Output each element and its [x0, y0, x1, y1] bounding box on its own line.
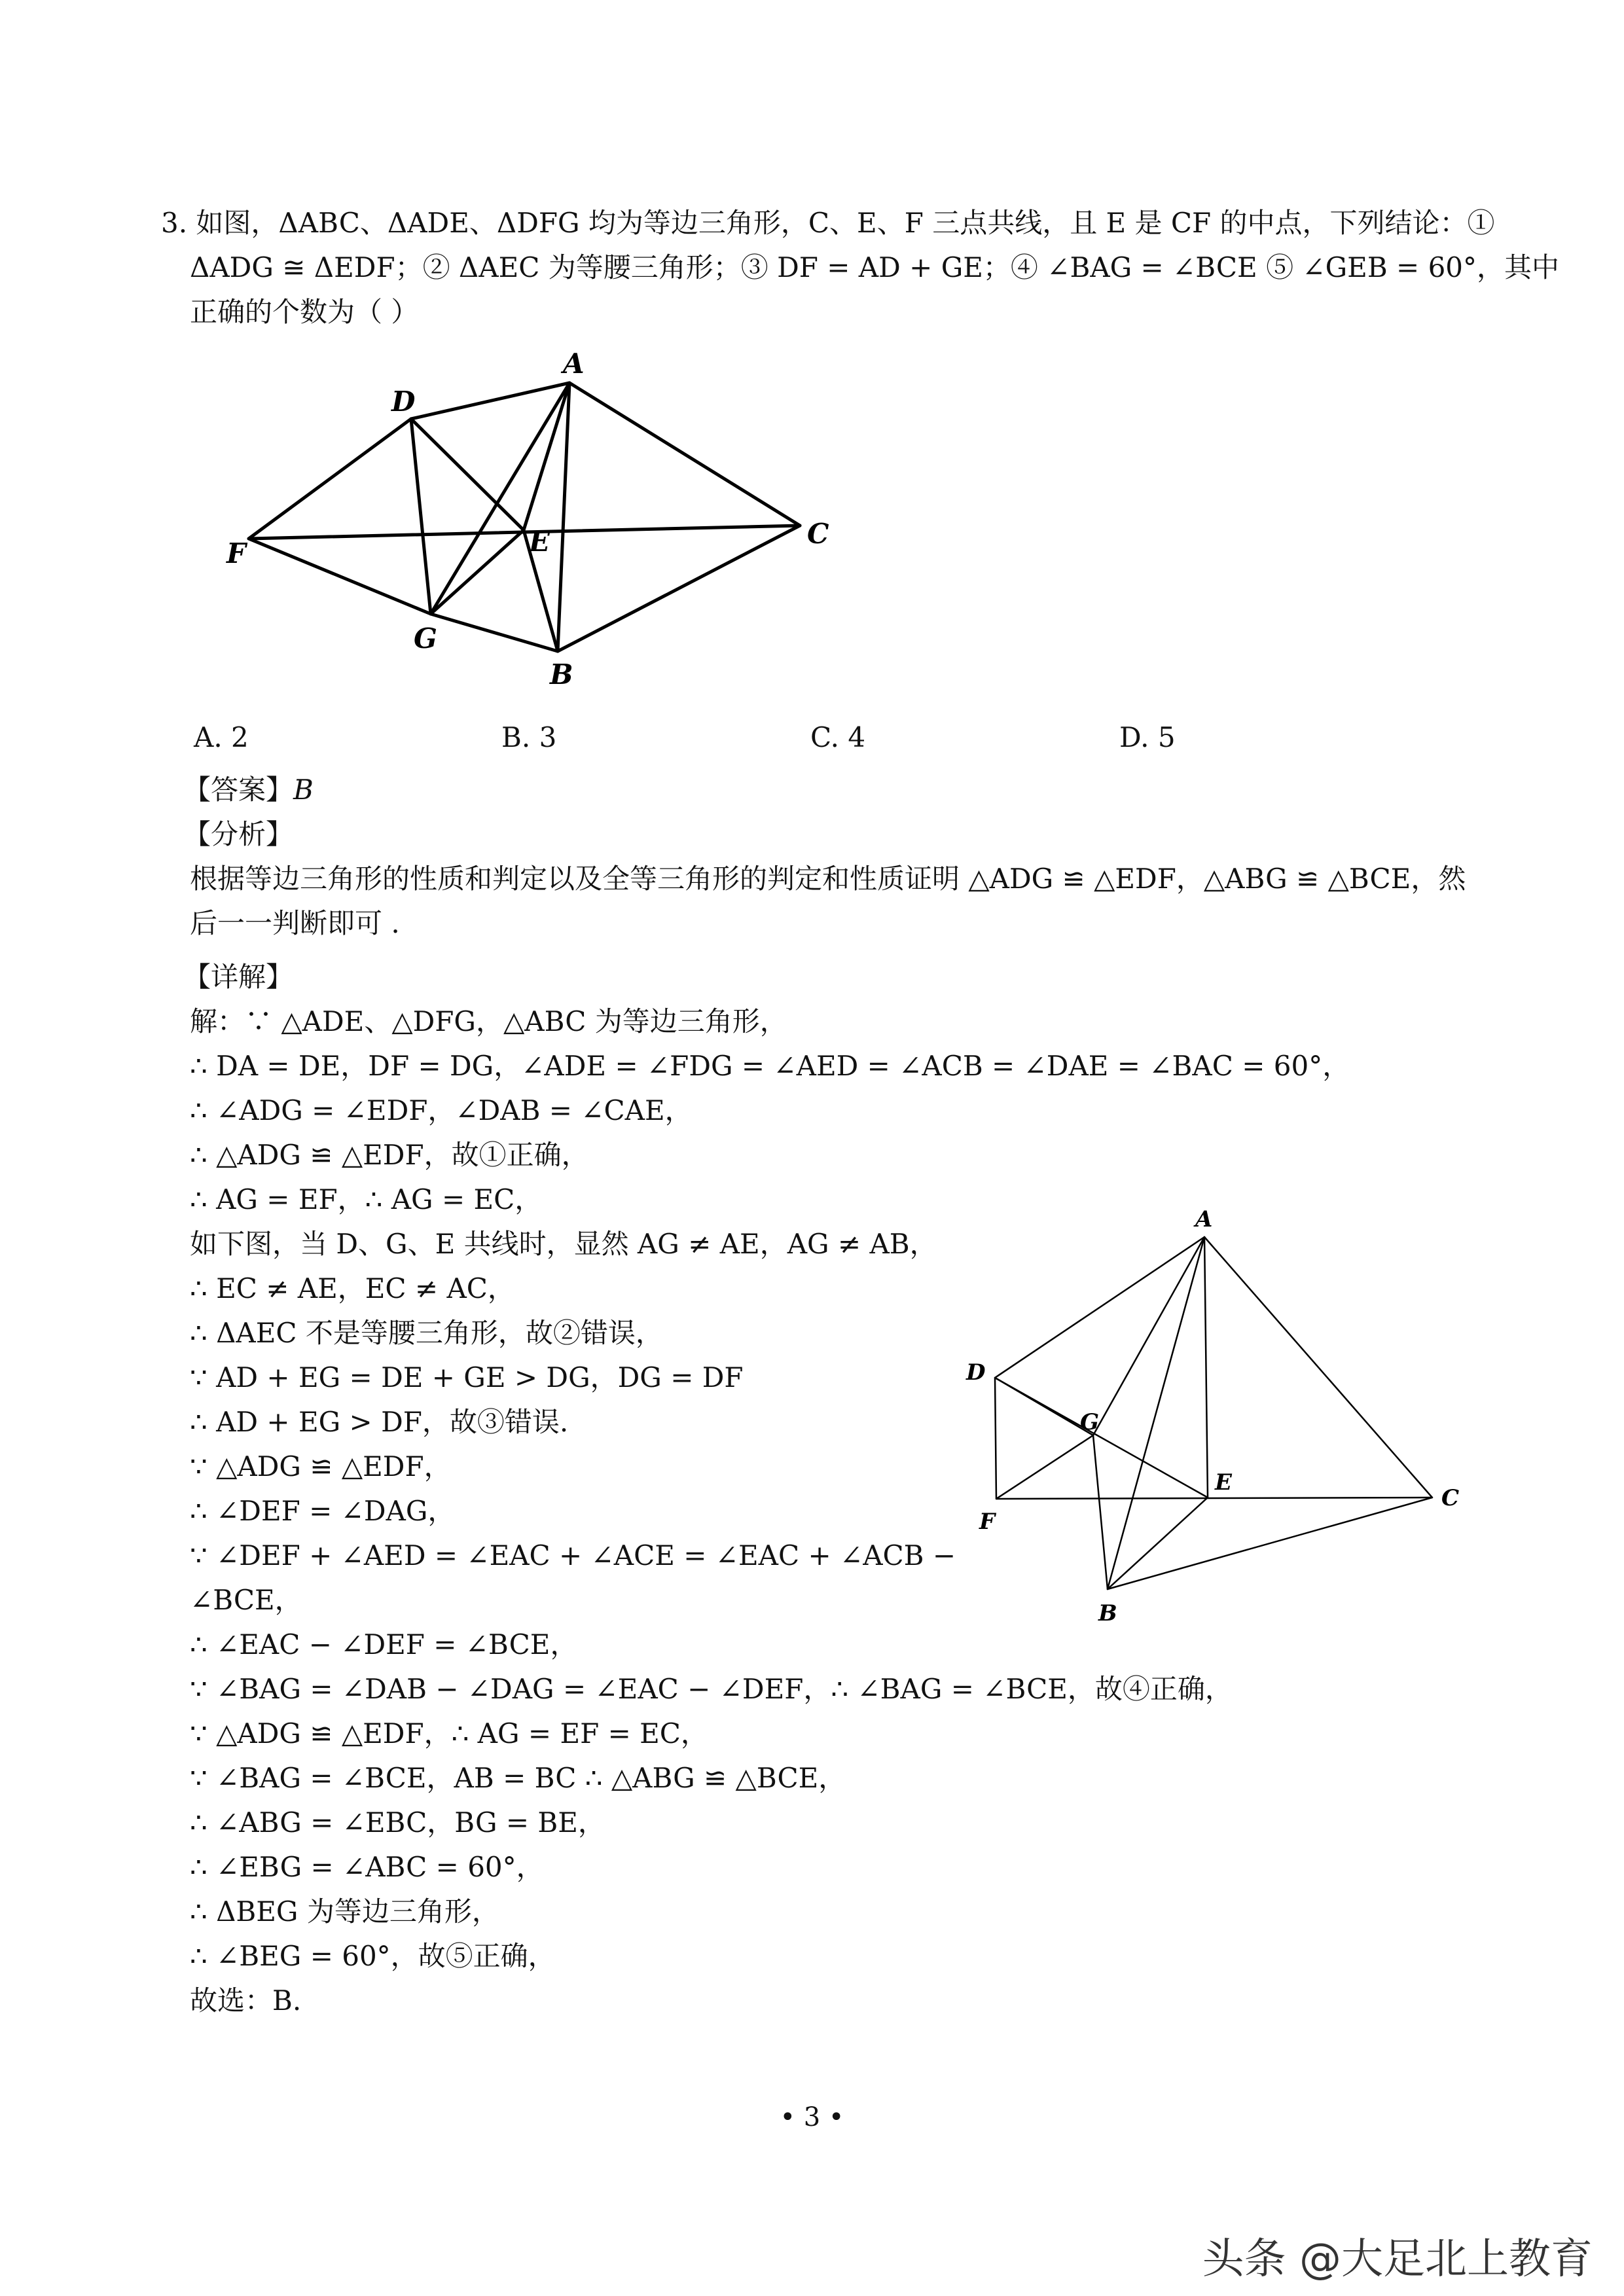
fig2-label-c: C — [1441, 1485, 1460, 1511]
analysis-line-1: 根据等边三角形的性质和判定以及全等三角形的判定和性质证明 △ADG ≌ △EDF，△ABG ≌ △BCE，然 — [190, 863, 1466, 895]
detail-line: ∵ ∠DEF + ∠AED = ∠EAC + ∠ACE = ∠EAC + ∠ACB − — [190, 1539, 956, 1571]
fig1-label-a: A — [563, 348, 585, 380]
fig1-label-f: F — [226, 537, 246, 569]
analysis-line-2: 后一一判断即可 . — [190, 907, 400, 939]
detail-line: ∴ EC ≠ AE，EC ≠ AC， — [190, 1272, 515, 1304]
detail-tag: 【详解】 — [183, 961, 294, 993]
detail-line: ∴ ΔAEC 不是等腰三角形，故②错误， — [190, 1317, 663, 1349]
fig2-label-g: G — [1080, 1409, 1100, 1435]
fig1-label-g: G — [414, 622, 437, 655]
option-d: D. 5 — [1119, 721, 1176, 753]
fig2-label-a: A — [1195, 1206, 1213, 1232]
detail-line: ∵ △ADG ≌ △EDF， — [190, 1450, 452, 1482]
detail-line: 解：∵ △ADE、△DFG，△ABC 为等边三角形， — [190, 1005, 787, 1037]
fig1-label-e: E — [529, 526, 550, 558]
detail-line: ∴ ∠EAC − ∠DEF = ∠BCE， — [190, 1628, 578, 1660]
detail-line: ∴ DA = DE，DF = DG，∠ADE = ∠FDG = ∠AED = ∠ACB = ∠DAE = ∠BAC = 60°， — [190, 1050, 1350, 1082]
fig2-label-b: B — [1098, 1600, 1117, 1626]
detail-line: ∵ △ADG ≌ △EDF，∴ AG = EF = EC， — [190, 1717, 708, 1749]
option-c: C. 4 — [810, 721, 866, 753]
detail-line: ∵ ∠BAG = ∠DAB − ∠DAG = ∠EAC − ∠DEF，∴ ∠BAG = ∠BCE，故④正确， — [190, 1673, 1233, 1705]
detail-line: ∴ AG = EF，∴ AG = EC， — [190, 1183, 543, 1215]
detail-line: ∴ ∠ADG = ∠EDF，∠DAB = ∠CAE， — [190, 1094, 693, 1126]
detail-line: ∵ AD + EG = DE + GE > DG，DG = DF — [190, 1361, 744, 1393]
fig2-label-f: F — [979, 1509, 996, 1535]
detail-line: 如下图，当 D、G、E 共线时，显然 AG ≠ AE，AG ≠ AB， — [190, 1228, 937, 1260]
question-line-3: 正确的个数为（ ） — [190, 296, 419, 328]
fig1-label-c: C — [807, 518, 829, 550]
detail-line: ∠BCE， — [190, 1584, 302, 1616]
detail-line: ∴ △ADG ≌ △EDF，故①正确， — [190, 1139, 589, 1171]
detail-line: ∴ AD + EG > DF，故③错误. — [190, 1406, 569, 1438]
detail-line: ∴ ΔBEG 为等边三角形， — [190, 1895, 499, 1928]
answer-tag: 【答案】 — [183, 774, 294, 806]
detail-line: ∴ ∠EBG = ∠ABC = 60°， — [190, 1851, 544, 1883]
detail-line: 故选：B. — [190, 1984, 302, 2017]
fig2-label-e: E — [1215, 1469, 1232, 1496]
figure-1-diagram — [223, 340, 829, 694]
fig1-label-d: D — [391, 386, 416, 418]
page-number: • 3 • — [780, 2102, 844, 2132]
watermark: 头条 @大足北上教育 — [1202, 2235, 1593, 2284]
option-a: A. 2 — [194, 721, 249, 753]
detail-line: ∵ ∠BAG = ∠BCE，AB = BC ∴ △ABG ≌ △BCE， — [190, 1762, 846, 1794]
answer-line — [183, 771, 314, 809]
analysis-tag: 【分析】 — [183, 818, 294, 850]
fig2-label-d: D — [966, 1359, 986, 1386]
detail-line: ∴ ∠DEF = ∠DAG， — [190, 1495, 456, 1527]
figure-2-diagram — [956, 1206, 1479, 1626]
question-line-1: 3. 如图，ΔABC、ΔADE、ΔDFG 均为等边三角形，C、E、F 三点共线，且 E 是 CF 的中点，下列结论：① — [161, 207, 1495, 239]
question-line-2: ΔADG ≅ ΔEDF；② ΔAEC 为等腰三角形；③ DF = AD + GE；④ ∠BAG = ∠BCE ⑤ ∠GEB = 60°，其中 — [190, 251, 1560, 283]
fig1-label-b: B — [550, 658, 573, 691]
detail-line: ∴ ∠BEG = 60°，故⑤正确， — [190, 1940, 556, 1972]
answer-value: B — [293, 774, 314, 806]
option-b: B. 3 — [501, 721, 557, 753]
detail-line: ∴ ∠ABG = ∠EBC，BG = BE， — [190, 1806, 605, 1839]
